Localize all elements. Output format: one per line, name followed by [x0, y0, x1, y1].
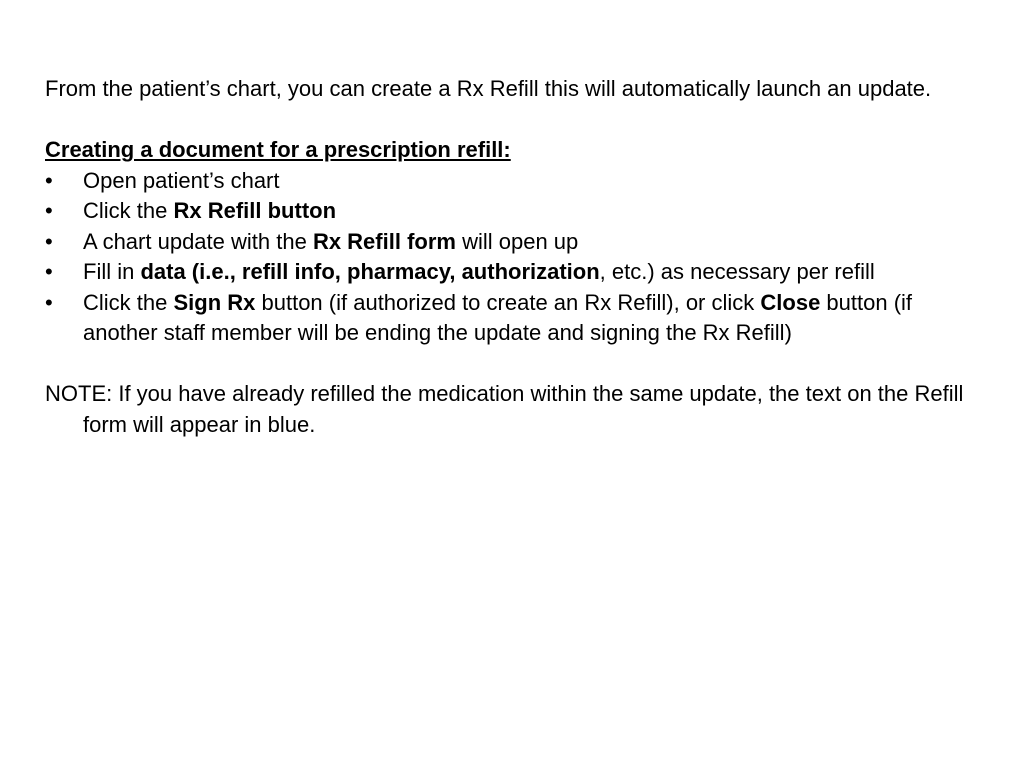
step-text: button (if authorized to create an Rx Refill), or click — [255, 289, 761, 315]
bullet-icon: • — [45, 198, 53, 223]
intro-paragraph: From the patient’s chart, you can create a Rx Refill this will automatically launch an update. — [45, 76, 932, 101]
slide-body — [45, 74, 985, 440]
step-text: A chart update with the — [83, 228, 313, 254]
step-text: , etc.) as necessary per refill — [599, 259, 875, 284]
spacer — [45, 349, 985, 380]
step-emphasis: Sign Rx — [173, 289, 256, 315]
spacer — [45, 105, 985, 136]
step-emphasis: data (i.e., refill info, pharmacy, authorization — [140, 259, 600, 284]
step-text: Open patient’s chart — [83, 167, 280, 193]
step-text: button (if another staff member will be ending the update and signing the Rx Refill) — [83, 289, 913, 345]
step-emphasis: Close — [760, 289, 821, 315]
list-item — [45, 196, 985, 227]
step-text: Click the — [83, 289, 174, 315]
step-emphasis: Rx Refill button — [173, 198, 337, 223]
list-item — [45, 227, 985, 258]
bullet-icon: • — [45, 289, 53, 315]
bullet-icon: • — [45, 167, 53, 193]
section-heading: Creating a document for a prescription refill: — [45, 137, 511, 162]
bullet-icon: • — [45, 259, 53, 284]
steps-list — [45, 166, 985, 349]
step-text: Click the — [83, 198, 174, 223]
step-text: Fill in — [83, 259, 141, 284]
step-text: will open up — [455, 228, 579, 254]
note-paragraph: NOTE: If you have already refilled the medication within the same update, the text on the Refill form will appear in blue. — [45, 381, 964, 437]
list-item — [45, 257, 985, 288]
step-emphasis: Rx Refill form — [312, 228, 456, 254]
list-item — [45, 288, 985, 349]
list-item — [45, 166, 985, 197]
bullet-icon: • — [45, 228, 53, 254]
